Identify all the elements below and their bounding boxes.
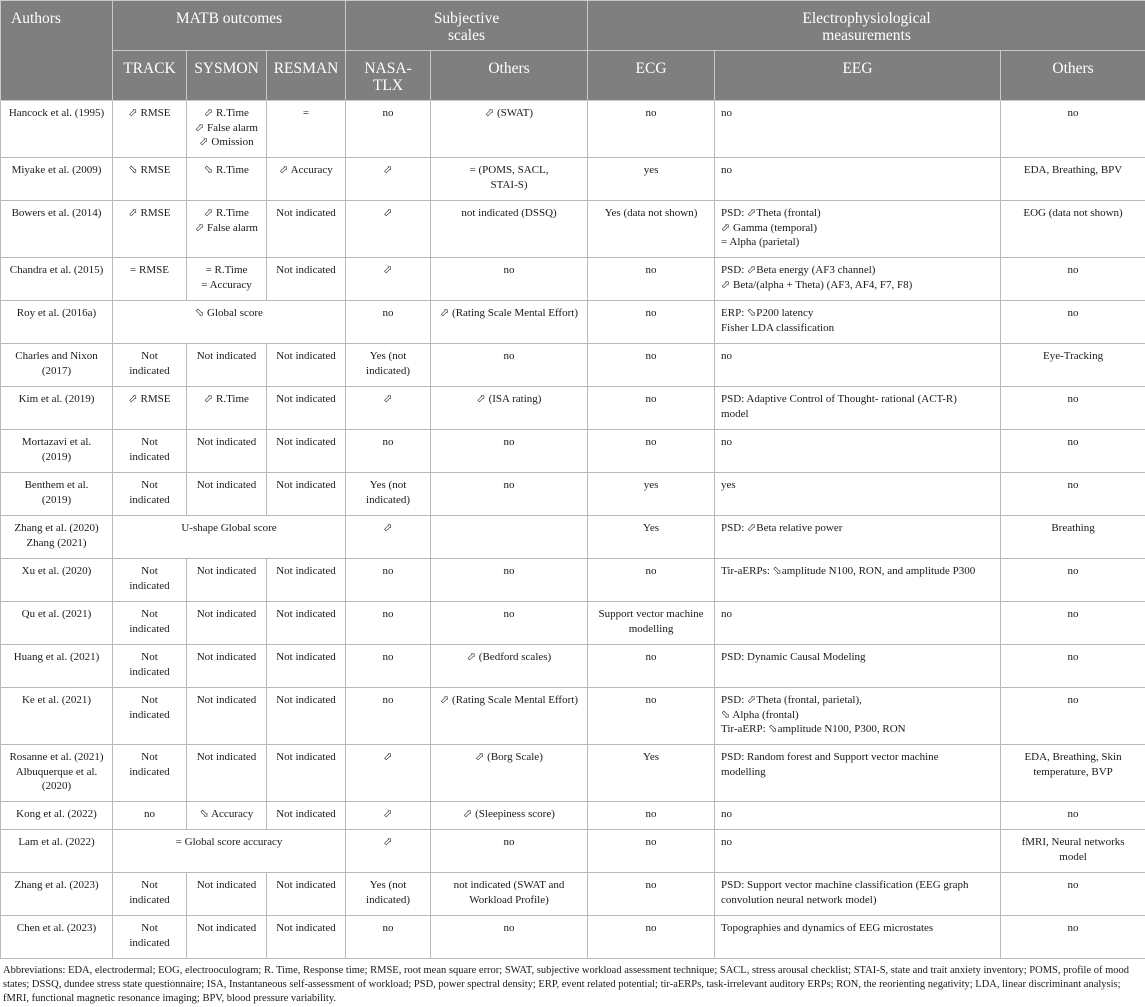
cell-ecg: Yes (data not shown)	[588, 201, 715, 258]
cell-subjective-others: no	[431, 258, 588, 301]
cell-subjective-others: no	[431, 430, 588, 473]
cell-resman: Not indicated	[267, 645, 346, 688]
header-eeg: EEG	[715, 51, 1001, 101]
cell-ecg: no	[588, 802, 715, 830]
cell-resman: Not indicated	[267, 387, 346, 430]
cell-eeg: PSD: ⬀Theta (frontal) ⬀ Gamma (temporal) = Alpha (parietal)	[715, 201, 1001, 258]
cell-track: Not indicated	[113, 688, 187, 745]
cell-sysmon: Not indicated	[187, 430, 267, 473]
cell-subjective-others: ⬀ (Sleepiness score)	[431, 802, 588, 830]
cell-subjective-others: ⬀ (ISA rating)	[431, 387, 588, 430]
table-row	[1, 201, 1145, 258]
cell-sysmon: ⬂ R.Time	[187, 158, 267, 201]
cell-track: Not indicated	[113, 873, 187, 916]
cell-nasa-tlx: no	[346, 101, 431, 158]
cell-subjective-others: ⬀ (SWAT)	[431, 101, 588, 158]
table-row	[1, 344, 1145, 387]
cell-ecg: no	[588, 873, 715, 916]
header-sysmon: SYSMON	[187, 51, 267, 101]
cell-track: ⬀ RMSE	[113, 201, 187, 258]
cell-nasa-tlx: ⬀	[346, 830, 431, 873]
cell-eeg: no	[715, 830, 1001, 873]
cell-eeg: no	[715, 602, 1001, 645]
cell-subjective-others: ⬀ (Borg Scale)	[431, 745, 588, 802]
cell-authors: Qu et al. (2021)	[1, 602, 113, 645]
cell-nasa-tlx: no	[346, 688, 431, 745]
cell-sysmon: Not indicated	[187, 645, 267, 688]
cell-ecg: no	[588, 387, 715, 430]
header-others-subjective: Others	[431, 51, 588, 101]
cell-nasa-tlx: ⬀	[346, 802, 431, 830]
cell-eeg: Topographies and dynamics of EEG microstates	[715, 916, 1001, 959]
cell-eeg: ERP: ⬂P200 latency Fisher LDA classification	[715, 301, 1001, 344]
cell-authors: Benthem et al. (2019)	[1, 473, 113, 516]
header-others-electro: Others	[1001, 51, 1145, 101]
cell-ecg: Yes	[588, 745, 715, 802]
table-row	[1, 301, 1145, 344]
cell-subjective-others	[431, 516, 588, 559]
cell-authors: Chandra et al. (2015)	[1, 258, 113, 301]
cell-matb-merged: U-shape Global score	[113, 516, 346, 559]
cell-electro-others: no	[1001, 301, 1145, 344]
cell-authors: Miyake et al. (2009)	[1, 158, 113, 201]
cell-electro-others: fMRI, Neural networks model	[1001, 830, 1145, 873]
cell-sysmon: Not indicated	[187, 688, 267, 745]
table-row	[1, 387, 1145, 430]
cell-authors: Huang et al. (2021)	[1, 645, 113, 688]
cell-electro-others: no	[1001, 602, 1145, 645]
table-row	[1, 559, 1145, 602]
cell-eeg: PSD: ⬀Beta relative power	[715, 516, 1001, 559]
cell-subjective-others: = (POMS, SACL, STAI-S)	[431, 158, 588, 201]
cell-ecg: no	[588, 830, 715, 873]
cell-electro-others: no	[1001, 645, 1145, 688]
cell-subjective-others: not indicated (DSSQ)	[431, 201, 588, 258]
cell-ecg: yes	[588, 158, 715, 201]
cell-track: Not indicated	[113, 745, 187, 802]
table-body	[1, 101, 1145, 959]
header-ecg: ECG	[588, 51, 715, 101]
cell-sysmon: Not indicated	[187, 602, 267, 645]
table-row	[1, 258, 1145, 301]
cell-sysmon: Not indicated	[187, 916, 267, 959]
cell-resman: Not indicated	[267, 430, 346, 473]
cell-resman: Not indicated	[267, 602, 346, 645]
cell-electro-others: EDA, Breathing, BPV	[1001, 158, 1145, 201]
cell-sysmon: Not indicated	[187, 873, 267, 916]
cell-nasa-tlx: no	[346, 301, 431, 344]
table-row	[1, 430, 1145, 473]
cell-sysmon: Not indicated	[187, 559, 267, 602]
cell-track: Not indicated	[113, 602, 187, 645]
cell-subjective-others: ⬀ (Rating Scale Mental Effort)	[431, 688, 588, 745]
header-authors: Authors	[1, 1, 113, 101]
cell-subjective-others: not indicated (SWAT and Workload Profile)	[431, 873, 588, 916]
cell-authors: Chen et al. (2023)	[1, 916, 113, 959]
cell-track: = RMSE	[113, 258, 187, 301]
cell-electro-others: EOG (data not shown)	[1001, 201, 1145, 258]
cell-subjective-others: no	[431, 344, 588, 387]
table-row	[1, 158, 1145, 201]
cell-subjective-others: ⬀ (Bedford scales)	[431, 645, 588, 688]
cell-nasa-tlx: Yes (not indicated)	[346, 473, 431, 516]
cell-subjective-others: no	[431, 830, 588, 873]
cell-ecg: no	[588, 101, 715, 158]
cell-nasa-tlx: no	[346, 602, 431, 645]
cell-electro-others: no	[1001, 916, 1145, 959]
cell-resman: =	[267, 101, 346, 158]
cell-nasa-tlx: no	[346, 559, 431, 602]
cell-ecg: no	[588, 258, 715, 301]
cell-authors: Xu et al. (2020)	[1, 559, 113, 602]
cell-track: no	[113, 802, 187, 830]
cell-resman: Not indicated	[267, 201, 346, 258]
cell-subjective-others: no	[431, 916, 588, 959]
cell-sysmon: ⬀ R.Time ⬀ False alarm	[187, 201, 267, 258]
cell-sysmon: ⬂ Accuracy	[187, 802, 267, 830]
cell-electro-others: no	[1001, 387, 1145, 430]
cell-sysmon: ⬀ R.Time ⬀ False alarm ⬀ Omission	[187, 101, 267, 158]
cell-electro-others: no	[1001, 101, 1145, 158]
cell-electro-others: no	[1001, 258, 1145, 301]
cell-subjective-others: no	[431, 559, 588, 602]
cell-nasa-tlx: Yes (not indicated)	[346, 873, 431, 916]
table-row	[1, 602, 1145, 645]
table-row	[1, 830, 1145, 873]
cell-track: Not indicated	[113, 916, 187, 959]
cell-ecg: no	[588, 301, 715, 344]
cell-subjective-others: no	[431, 602, 588, 645]
cell-authors: Zhang et al. (2020) Zhang (2021)	[1, 516, 113, 559]
cell-eeg: PSD: ⬀Theta (frontal, parietal), ⬂ Alpha (frontal) Tir-aERP: ⬂amplitude N100, P300, RON	[715, 688, 1001, 745]
cell-eeg: no	[715, 101, 1001, 158]
cell-resman: Not indicated	[267, 916, 346, 959]
cell-ecg: no	[588, 645, 715, 688]
cell-sysmon: Not indicated	[187, 745, 267, 802]
cell-authors: Kim et al. (2019)	[1, 387, 113, 430]
cell-electro-others: Breathing	[1001, 516, 1145, 559]
cell-ecg: no	[588, 688, 715, 745]
table-row	[1, 645, 1145, 688]
table-row	[1, 745, 1145, 802]
cell-eeg: no	[715, 430, 1001, 473]
cell-electro-others: EDA, Breathing, Skin temperature, BVP	[1001, 745, 1145, 802]
table-row	[1, 802, 1145, 830]
cell-electro-others: no	[1001, 473, 1145, 516]
cell-ecg: no	[588, 344, 715, 387]
header-electrophysiological: Electrophysiological measurements	[588, 1, 1145, 51]
cell-eeg: PSD: ⬀Beta energy (AF3 channel) ⬀ Beta/(alpha + Theta) (AF3, AF4, F7, F8)	[715, 258, 1001, 301]
cell-sysmon: ⬀ R.Time	[187, 387, 267, 430]
cell-authors: Mortazavi et al. (2019)	[1, 430, 113, 473]
cell-eeg: no	[715, 344, 1001, 387]
cell-electro-others: no	[1001, 430, 1145, 473]
cell-authors: Charles and Nixon (2017)	[1, 344, 113, 387]
cell-ecg: yes	[588, 473, 715, 516]
cell-track: Not indicated	[113, 430, 187, 473]
cell-electro-others: no	[1001, 688, 1145, 745]
cell-ecg: no	[588, 559, 715, 602]
cell-eeg: PSD: Support vector machine classification (EEG graph convolution neural network model)	[715, 873, 1001, 916]
header-subjective-scales: Subjective scales	[346, 1, 588, 51]
cell-authors: Roy et al. (2016a)	[1, 301, 113, 344]
cell-subjective-others: ⬀ (Rating Scale Mental Effort)	[431, 301, 588, 344]
cell-sysmon: = R.Time = Accuracy	[187, 258, 267, 301]
cell-sysmon: Not indicated	[187, 473, 267, 516]
cell-nasa-tlx: no	[346, 916, 431, 959]
cell-nasa-tlx: ⬀	[346, 387, 431, 430]
cell-track: ⬀ RMSE	[113, 387, 187, 430]
table-row	[1, 688, 1145, 745]
cell-resman: ⬀ Accuracy	[267, 158, 346, 201]
cell-eeg: PSD: Dynamic Causal Modeling	[715, 645, 1001, 688]
cell-authors: Hancock et al. (1995)	[1, 101, 113, 158]
cell-eeg: PSD: Random forest and Support vector machine modelling	[715, 745, 1001, 802]
cell-eeg: no	[715, 802, 1001, 830]
cell-ecg: no	[588, 916, 715, 959]
cell-matb-merged: = Global score accuracy	[113, 830, 346, 873]
cell-authors: Lam et al. (2022)	[1, 830, 113, 873]
cell-authors: Ke et al. (2021)	[1, 688, 113, 745]
cell-track: ⬀ RMSE	[113, 101, 187, 158]
header-track: TRACK	[113, 51, 187, 101]
cell-ecg: no	[588, 430, 715, 473]
cell-matb-merged: ⬂ Global score	[113, 301, 346, 344]
table-row	[1, 873, 1145, 916]
cell-resman: Not indicated	[267, 802, 346, 830]
cell-track: Not indicated	[113, 645, 187, 688]
cell-resman: Not indicated	[267, 745, 346, 802]
cell-track: ⬂ RMSE	[113, 158, 187, 201]
cell-resman: Not indicated	[267, 473, 346, 516]
cell-nasa-tlx: ⬀	[346, 158, 431, 201]
cell-nasa-tlx: no	[346, 645, 431, 688]
cell-eeg: Tir-aERPs: ⬂amplitude N100, RON, and amplitude P300	[715, 559, 1001, 602]
cell-electro-others: no	[1001, 873, 1145, 916]
cell-ecg: Yes	[588, 516, 715, 559]
table-row	[1, 916, 1145, 959]
cell-track: Not indicated	[113, 473, 187, 516]
cell-nasa-tlx: ⬀	[346, 258, 431, 301]
cell-resman: Not indicated	[267, 344, 346, 387]
cell-nasa-tlx: ⬀	[346, 745, 431, 802]
cell-authors: Zhang et al. (2023)	[1, 873, 113, 916]
cell-electro-others: Eye-Tracking	[1001, 344, 1145, 387]
cell-nasa-tlx: Yes (not indicated)	[346, 344, 431, 387]
cell-nasa-tlx: ⬀	[346, 201, 431, 258]
cell-eeg: no	[715, 158, 1001, 201]
cell-track: Not indicated	[113, 344, 187, 387]
cell-authors: Rosanne et al. (2021) Albuquerque et al. (2020)	[1, 745, 113, 802]
cell-subjective-others: no	[431, 473, 588, 516]
cell-sysmon: Not indicated	[187, 344, 267, 387]
cell-ecg: Support vector machine modelling	[588, 602, 715, 645]
header-matb-outcomes: MATB outcomes	[113, 1, 346, 51]
table-row	[1, 473, 1145, 516]
cell-track: Not indicated	[113, 559, 187, 602]
cell-eeg: PSD: Adaptive Control of Thought- rational (ACT-R) model	[715, 387, 1001, 430]
cell-authors: Kong et al. (2022)	[1, 802, 113, 830]
cell-nasa-tlx: no	[346, 430, 431, 473]
header-nasa-tlx: NASA- TLX	[346, 51, 431, 101]
cell-electro-others: no	[1001, 559, 1145, 602]
cell-resman: Not indicated	[267, 873, 346, 916]
cell-eeg: yes	[715, 473, 1001, 516]
abbreviations-footnote: Abbreviations: EDA, electrodermal; EOG, electrooculogram; R. Time, Response time; RMSE, root mean square error; SWAT, subjective workload assessment technique; SACL, stress arousal checklist; STAI-S, state and trait anxiety inventory; POMS, profile of mood states; DSSQ, dundee stress state questionnaire; ISA, Instantaneous self-assessment of workload; PSD, power spectral density; ERP, event related potential; tir-aERPs, task-irrelevant auditory ERPs; RON, the reorienting negativity; LDA, linear discriminant analysis; fMRI, functional magnetic resonance imaging; BPV, blood pressure variability.	[3, 965, 1130, 1004]
cell-electro-others: no	[1001, 802, 1145, 830]
cell-nasa-tlx: ⬀	[346, 516, 431, 559]
table-row	[1, 516, 1145, 559]
table-row	[1, 101, 1145, 158]
cell-resman: Not indicated	[267, 559, 346, 602]
header-resman: RESMAN	[267, 51, 346, 101]
cell-authors: Bowers et al. (2014)	[1, 201, 113, 258]
cell-resman: Not indicated	[267, 258, 346, 301]
cell-resman: Not indicated	[267, 688, 346, 745]
